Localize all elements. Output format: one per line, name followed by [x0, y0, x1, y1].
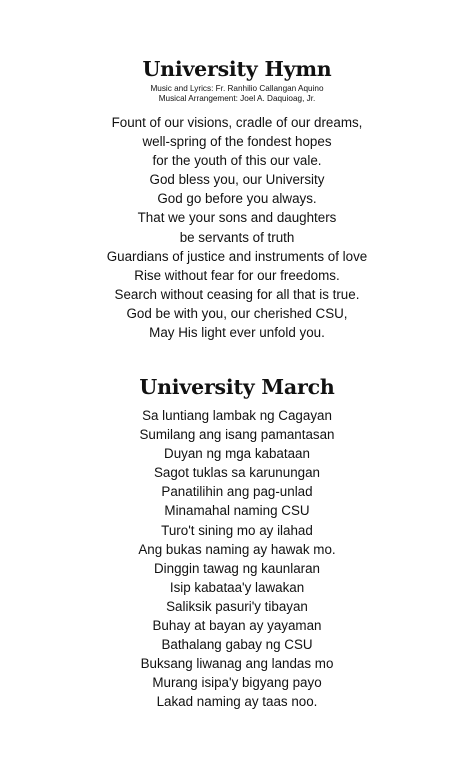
march-line: Dinggin tawag ng kaunlaran: [153, 560, 320, 576]
hymn-lyrics: [0, 113, 474, 342]
march-line: Lakad naming ay taas noo.: [156, 694, 318, 710]
hymn-line: for the youth of this our vale.: [152, 153, 322, 169]
hymn-section: [0, 56, 474, 342]
hymn-line: be servants of truth: [179, 229, 295, 245]
arrangement-credit: Musical Arrangement: Joel A. Daquioag, Jr.: [158, 94, 316, 103]
hymn-line: God bless you, our University: [149, 172, 325, 188]
hymn-credits: [0, 84, 474, 104]
march-line: Buhay at bayan ay yayaman: [152, 618, 322, 634]
march-line: Buksang liwanag ang landas mo: [140, 656, 334, 672]
march-line: Sumilang ang isang pamantasan: [139, 427, 335, 443]
march-line: Turo't sining mo ay ilahad: [161, 522, 313, 538]
lyrics-credit: Music and Lyrics: Fr. Ranhilio Callangan Aquino: [150, 84, 324, 93]
march-line: Isip kabataa'y lawakan: [169, 579, 305, 595]
march-line: Ang bukas naming ay hawak mo.: [138, 541, 336, 557]
march-line: Bathalang gabay ng CSU: [161, 637, 313, 653]
hymn-line: Rise without fear for our freedoms.: [134, 267, 340, 283]
hymn-title: University Hymn: [142, 57, 332, 81]
march-line: Duyan ng mga kabataan: [164, 446, 310, 462]
hymn-line: May His light ever unfold you.: [149, 325, 325, 341]
hymn-line: Fount of our visions, cradle of our dreams,: [111, 115, 363, 130]
march-line: Murang isipa'y bigyang payo: [152, 675, 322, 691]
march-line: Panatilihin ang pag-unlad: [161, 484, 313, 500]
march-line: Minamahal naming CSU: [164, 503, 310, 519]
march-line: Sagot tuklas sa karunungan: [153, 465, 320, 481]
hymn-line: God be with you, our cherished CSU,: [126, 305, 348, 321]
march-line: Saliksik pasuri'y tibayan: [166, 598, 308, 614]
hymn-line: That we your sons and daughters: [137, 210, 337, 226]
march-line: Sa luntiang lambak ng Cagayan: [142, 408, 332, 423]
hymn-line: well-spring of the fondest hopes: [142, 134, 332, 150]
march-lyrics: [0, 406, 474, 712]
hymn-line: Guardians of justice and instruments of love: [106, 248, 368, 264]
march-section: [0, 374, 474, 712]
march-title: University March: [139, 375, 335, 399]
hymn-line: God go before you always.: [157, 191, 317, 207]
hymn-line: Search without ceasing for all that is true.: [114, 286, 360, 302]
